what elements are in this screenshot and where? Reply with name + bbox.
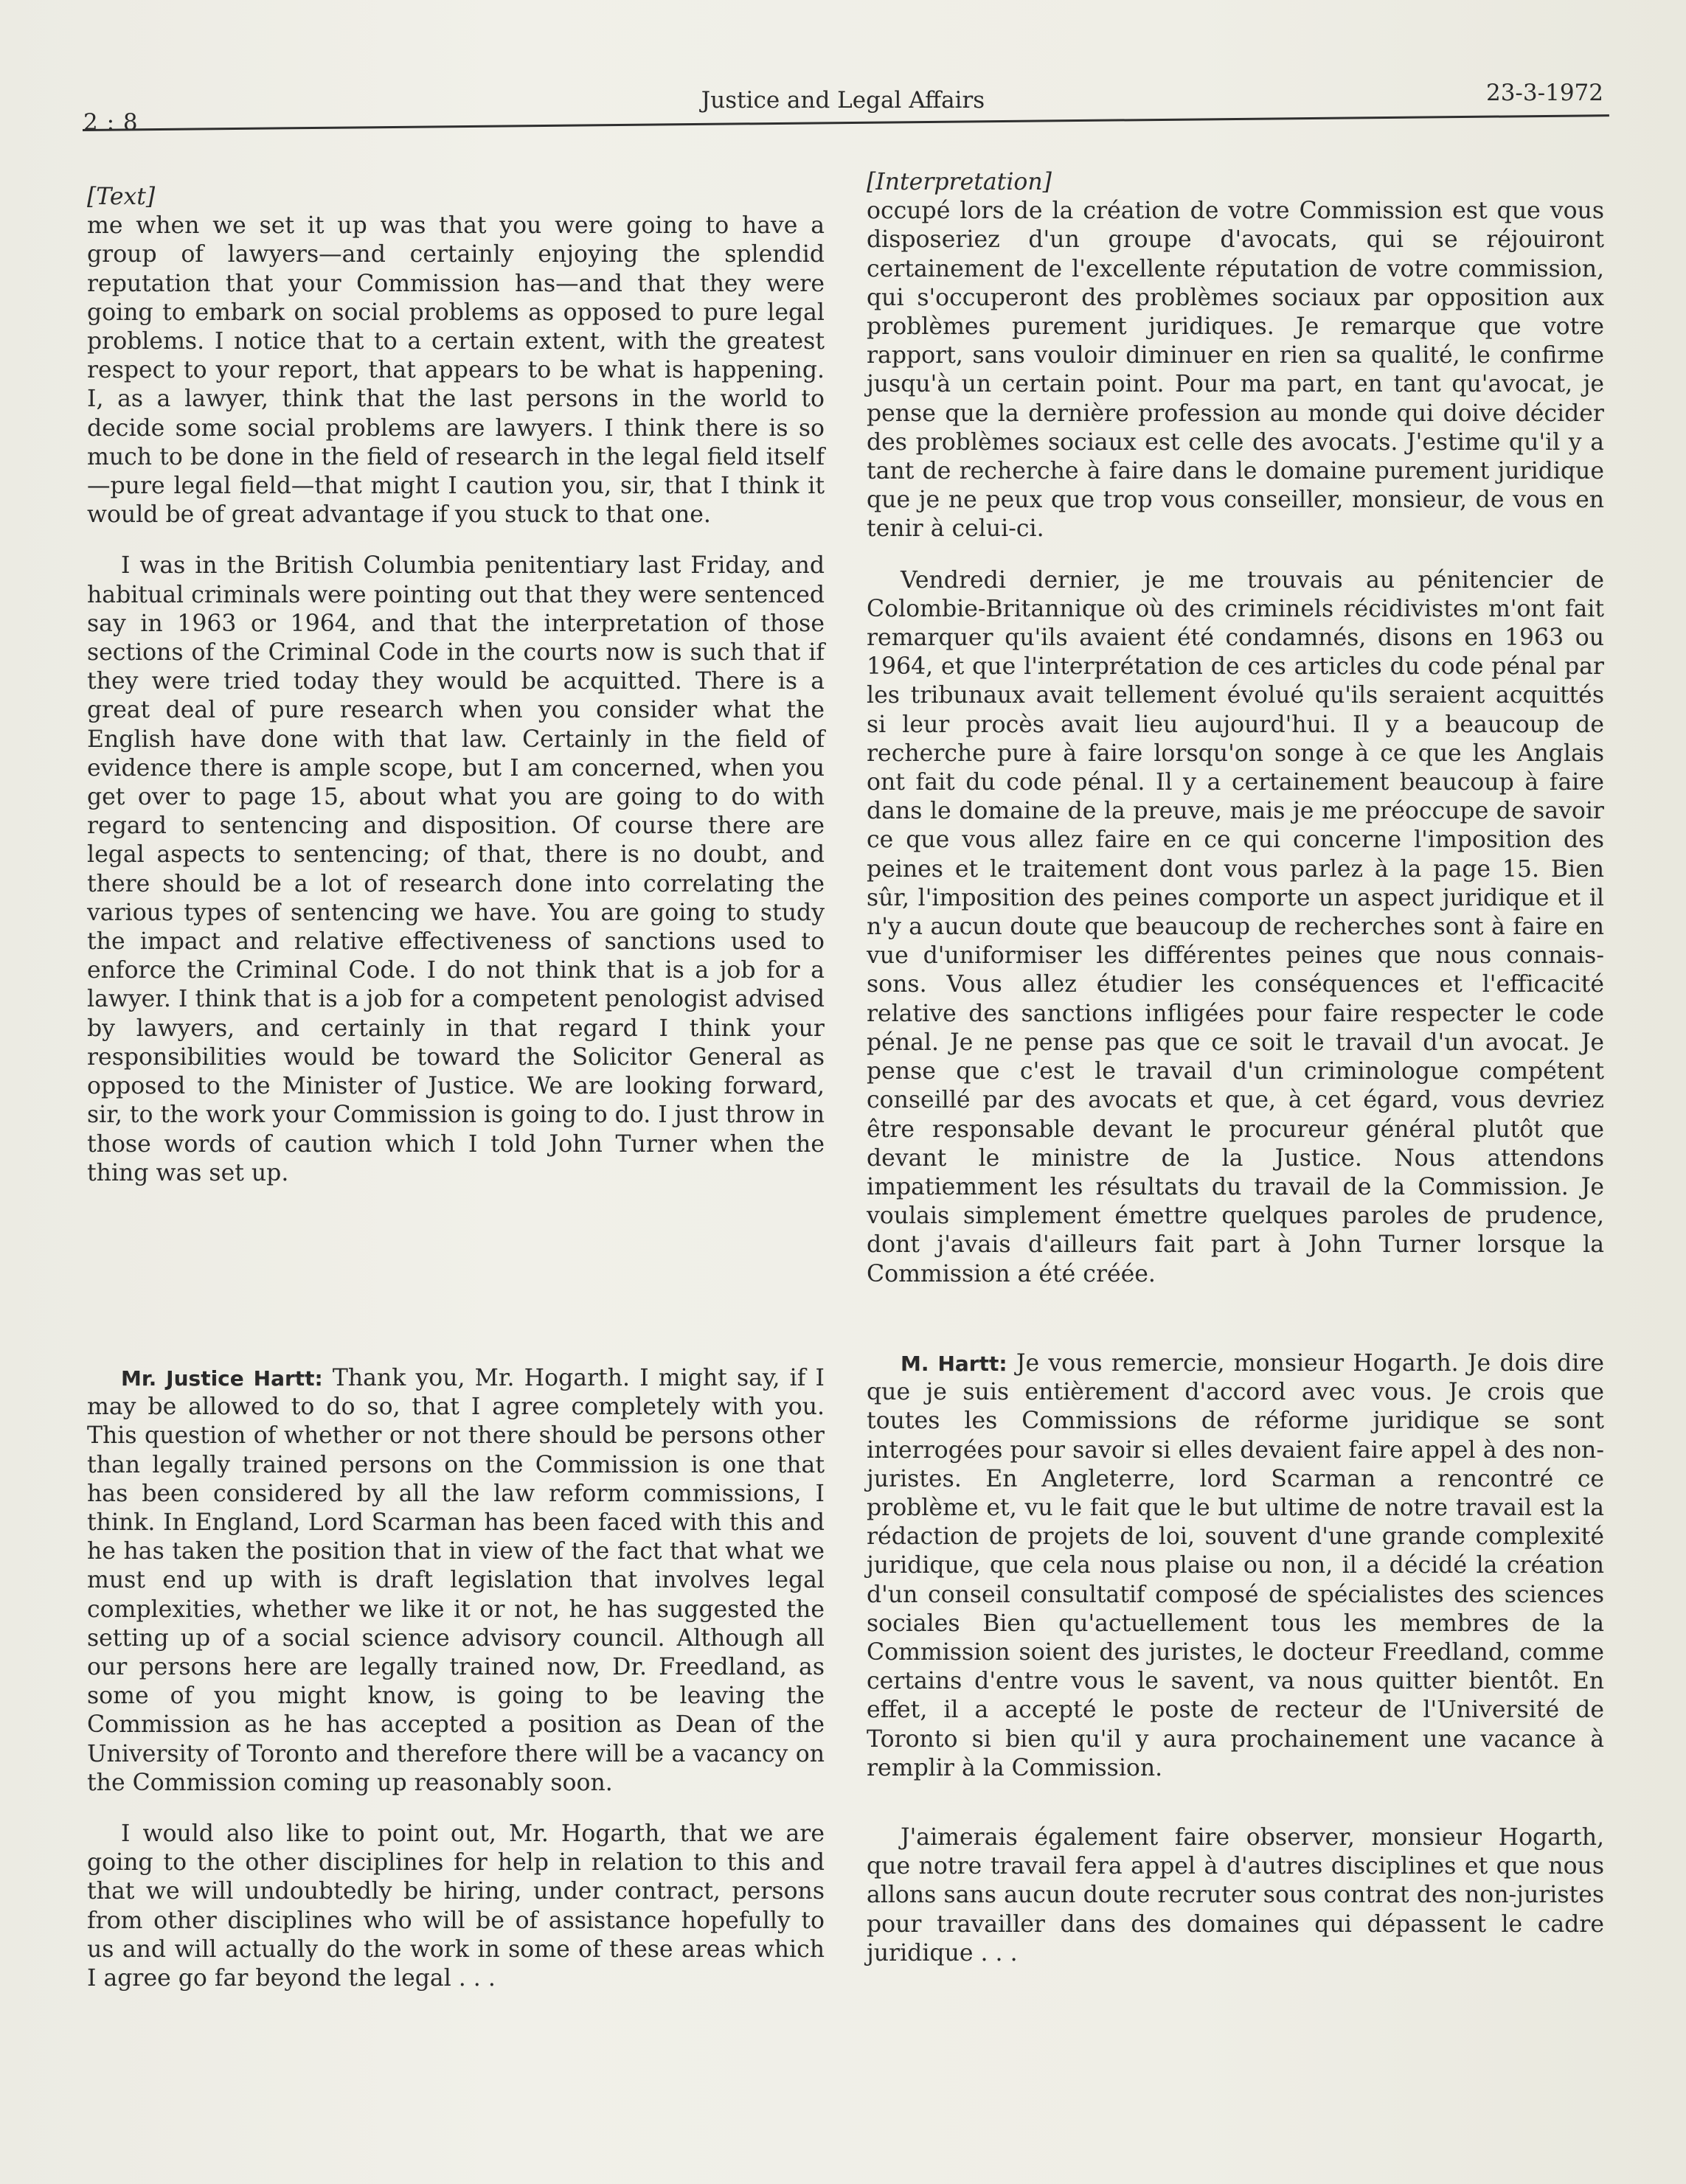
text-label: [Text] [87, 184, 156, 210]
left-paragraph-1: me when we set it up was that you were going to have a group of lawyers—and certainly enjoying the splendid reputation that your Commission has—and that they were going to embark on social problems as opposed to pure legal problems. I notice that to a certain extent, with the greatest respect to your report, that appears to be what is happening. I, as a lawyer, think that the last persons in the world to decide some social problems are lawyers. I think there is so much to be done in the field of research in the legal field itself—pure legal field—that might I caution you, sir, that I think it would be of great advantage if you stuck to that one. [87, 212, 825, 529]
right-paragraph-3-text: Je vous remercie, monsieur Hogarth. Je dois dire que je suis entièrement d'accord avec vous. Je crois que toutes les Commissions de réforme juridique se sont interrogées pour savoir si elles devaient faire appel à des non-juristes. En Angleterre, lord Scarman a rencontré ce problème et, vu le fait que le but ultime de notre travail est la rédaction de projets de loi, souvent d'une grande complexité juridique, que cela nous plaise ou non, il a décidé la création d'un conseil consultatif composé de spécialistes des sciences sociales Bien qu'actuellement tous les membres de la Commission soient des juristes, le docteur Freedland, comme certains d'entre vous le savent, va nous quitter bientôt. En effet, il a accepté le poste de recteur de l'Université de Toronto si bien qu'il y aura prochainement une vacance à remplir à la Commission. [867, 1350, 1604, 1781]
right-column-top [867, 168, 1604, 1289]
interpretation-label: [Interpretation] [867, 169, 1052, 195]
page-number: 2 : 8 [83, 109, 139, 136]
right-paragraph-1: occupé lors de la création de votre Commission est que vous disposeriez d'un groupe d'avocats, qui se réjouiront certainement de l'excellente réputation de votre commission, qui s'occuperont des problèmes sociaux par opposition aux problèmes purement juridiques. Je remarque que votre rapport, sans vouloir diminuer en rien sa qualité, le confirme jusqu'à un certain point. Pour ma part, en tant qu'avocat, je pense que la dernière profession au monde qui doive décider des problèmes sociaux est celle des avocats. J'estime qu'il y a tant de recherche à faire dans le domaine purement juridique que je ne peux que trop vous conseiller, monsieur, de vous en tenir à celui-ci. [867, 198, 1604, 543]
running-title: Justice and Legal Affairs [701, 87, 985, 114]
left-paragraph-3 [87, 1364, 825, 1798]
right-paragraph-3 [867, 1349, 1604, 1783]
page-date: 23-3-1972 [1485, 80, 1603, 106]
left-column-bottom [87, 1364, 825, 1993]
left-paragraph-2: I was in the British Columbia penitentiary last Friday, and habitual criminals were pointing out that they were sentenced say in 1963 or 1964, and that the interpretation of those sections of the Criminal Code in the courts now is such that if they were tried today they would be acquitted. There is a great deal of pure research when you consider what the English have done with that law. Certainly in the field of evidence there is ample scope, but I am concerned, when you get over to page 15, about what you are going to do with regard to sentencing and disposition. Of course there are legal aspects to sentencing; of that, there is no doubt, and there should be a lot of research done into correlating the various types of sentencing we have. You are going to study the impact and relative effectiveness of sanctions used to enforce the Criminal Code. I do not think that is a job for a lawyer. I think that is a job for a competent penologist advised by lawyers, and certainly in that regard I think your responsibilities would be toward the Solicitor General as opposed to the Minister of Justice. We are looking forward, sir, to the work your Commission is going to do. I just throw in those words of caution which I told John Turner when the thing was set up. [87, 552, 825, 1186]
right-paragraph-4: J'aimerais également faire observer, monsieur Hogarth, que notre travail fera appel à d'autres disciplines et que nous allons sans aucun doute recruter sous contrat des non-juristes pour travailler dans des domaines qui dépassent le cadre juridique . . . [867, 1824, 1604, 1966]
speaker-name: M. Hartt: [901, 1352, 1007, 1376]
left-paragraph-4: I would also like to point out, Mr. Hogarth, that we are going to the other disciplines for help in relation to this and that we will undoubtedly be hiring, under contract, persons from other disciplines who will be of assistance hopefully to us and will actually do the work in some of these areas which I agree go far beyond the legal . . . [87, 1820, 825, 1992]
right-column-bottom [867, 1349, 1604, 1968]
left-paragraph-3-text: Thank you, Mr. Hogarth. I might say, if I may be allowed to do so, that I agree completely with you. This question of whether or not there should be persons other than legally trained persons on the Commission is one that has been considered by all the law reform commissions, I think. In England, Lord Scarman has been faced with this and he has taken the position that in view of the fact that what we must end up with is draft legislation that involves legal complexities, whether we like it or not, he has suggested the setting up of a social science advisory council. Although all our persons here are legally trained now, Dr. Freedland, as some of you might know, is going to be leaving the Commission as he has accepted a position as Dean of the University of Toronto and therefore there will be a vacancy on the Commission coming up reasonably soon. [87, 1365, 825, 1796]
header-rule [83, 114, 1609, 131]
left-column-top [87, 183, 825, 1188]
right-paragraph-2: Vendredi dernier, je me trouvais au pénitencier de Colombie-Britannique où des criminels récidivistes m'ont fait remarquer qu'ils avaient été condamnés, disons en 1963 ou 1964, et que l'interprétation de ces articles du code pénal par les tribunaux avait tellement évolué qu'ils seraient acquittés si leur procès avait lieu aujourd'hui. Il y a beaucoup de recherche pure à faire lorsqu'on songe à ce que les Anglais ont fait du code pénal. Il y a certainement beaucoup à faire dans le domaine de la preuve, mais je me préoccupe de savoir ce que vous allez faire en ce qui concerne l'imposition des peines et le traitement dont vous parlez à la page 15. Bien sûr, l'imposition des peines comporte un aspect juridique et il n'y a aucun doute que beaucoup de recherches sont à faire en vue d'uniformiser les différentes peines que nous connaissons. Vous allez étudier les conséquences et l'efficacité relative des sanctions infligées pour faire respecter le code pénal. Je ne pense pas que ce soit le travail d'un avocat. Je pense que c'est le travail d'un criminologue compétent conseillé par des avocats et que, à cet égard, vous devriez être responsable devant le procureur général plutôt que devant le ministre de la Justice. Nous attendons impatiemment les résultats du travail de la Commission. Je voulais simplement émettre quelques paroles de prudence, dont j'avais d'ailleurs fait part à John Turner lorsque la Commission a été créée. [867, 566, 1604, 1287]
speaker-name: Mr. Justice Hartt: [121, 1366, 323, 1391]
